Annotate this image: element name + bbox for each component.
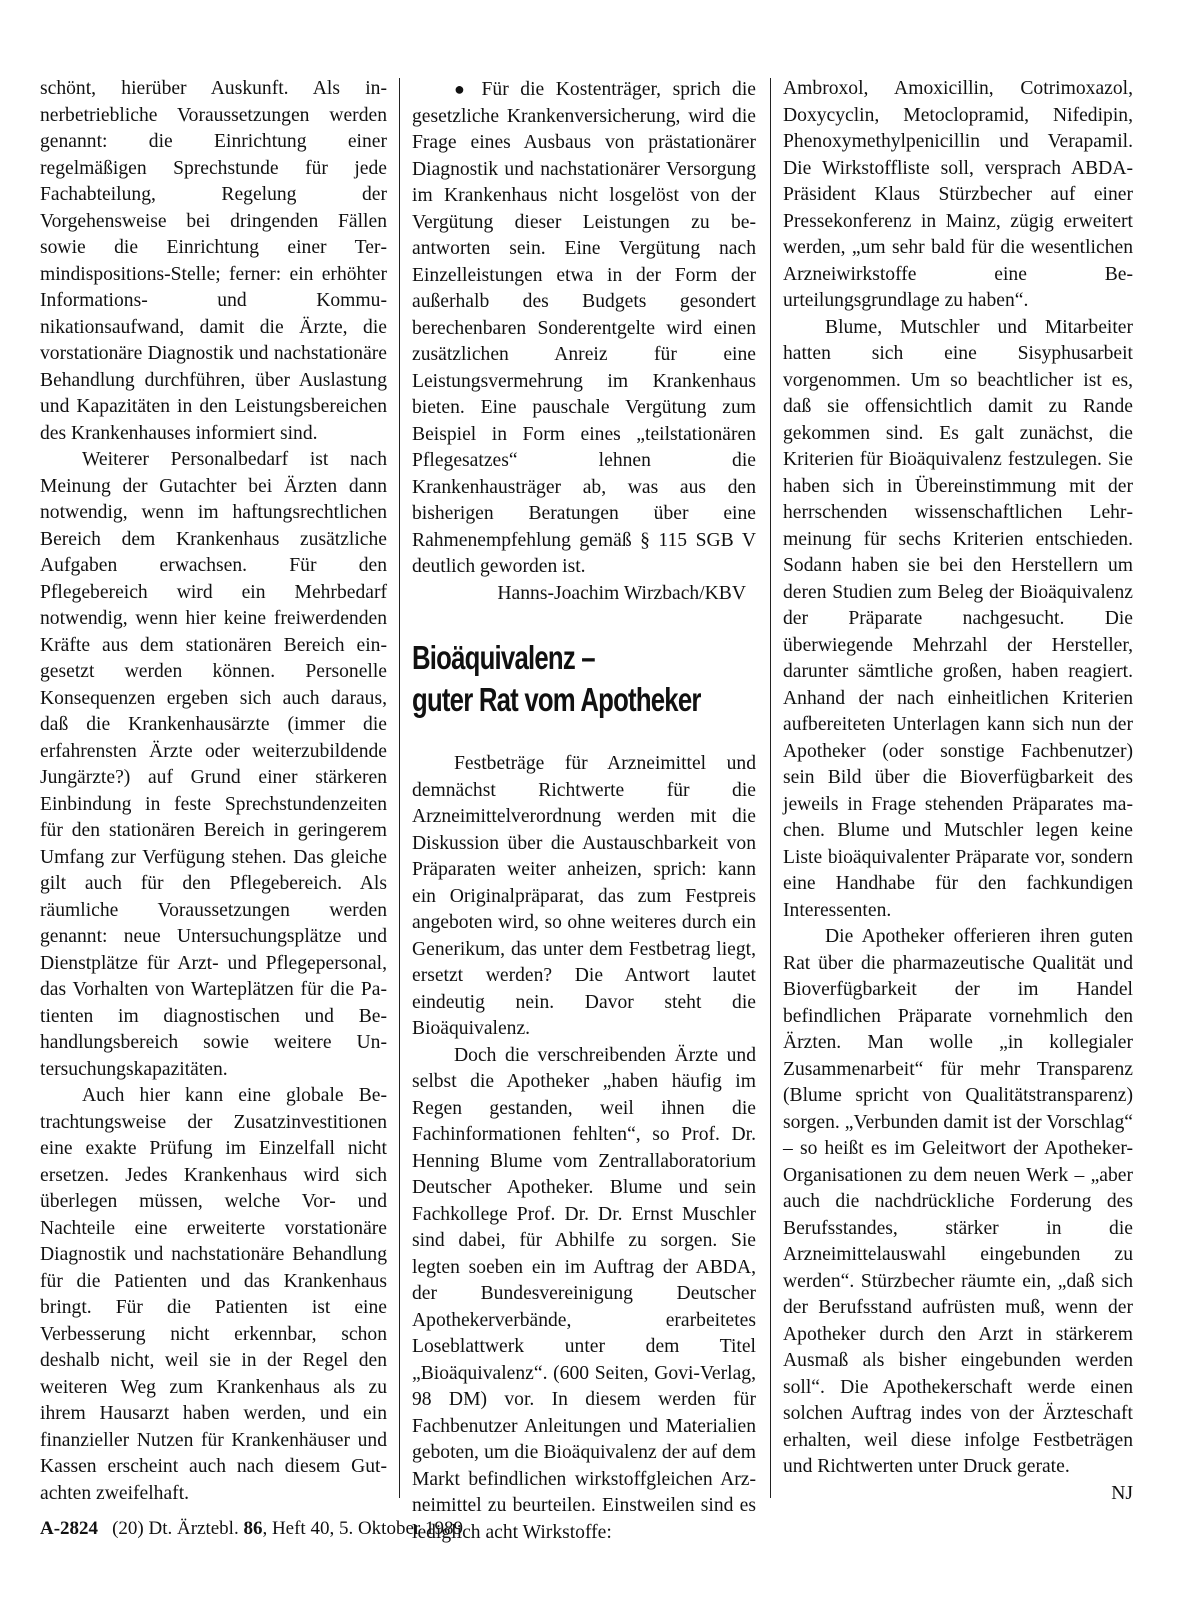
column-divider-right: [770, 78, 771, 1498]
paragraph: Weiterer Personalbedarf ist nach Meinung der Gutachter bei Ärzten dann notwendig, wenn im haftungsrechtlichen Bereich dem Krankenhaus zusätzliche Aufgaben erwachsen. Für den Pflegebereich wird ein Mehrbedarf notwendig, wenn hier keine freiwerdenden Kräfte aus dem stationären Bereich eingesetzt werden können. Personelle Konsequenzen ergeben sich auch daraus, daß die Krankenhausärzte (immer die erfahrensten Ärzte oder weiterzubildende Jungärzte?) auf Grund einer stärkeren Einbindung in feste Sprechstundenzeiten für den stationären Bereich in geringerem Umfang zur Verfügung stehen. Das gleiche gilt auch für den Pflegebereich. Als räumliche Voraussetzungen werden genannt: neue Untersuchungsplätze und Dienstplätze für Arzt- und Pflegepersonal, das Vorhalten von Warteplätzen für die Patienten im diagnostischen und Behandlungsbereich sowie weitere Untersuchungskapazitäten.: [40, 449, 387, 1080]
journal-reference: (20) Dt. Ärztebl.: [112, 1518, 239, 1539]
paragraph: Die Apotheker offerieren ihren guten Rat über die pharmazeutische Qualität und Bioverfügbarkeit der im Handel befindlichen Präparate vornehmlich den Ärzten. Man wolle „in kollegialer Zusammenarbeit“ für mehr Transparenz (Blume spricht von Qualitätstransparenz) sorgen. „Verbunden damit ist der Vorschlag“ – so heißt es im Geleitwort der Apotheker-Organisationen zu dem neuen Werk – „aber auch die nachdrückliche Forderung des Berufsstandes, stärker in die Arzneimittelauswahl eingebunden zu werden“. Stürzbecher räumte ein, „daß sich der Berufsstand aufrüsten muß, wenn der Apotheker durch den Arzt in stärkerem Ausmaß als bisher eingebunden werden soll“. Die Apothekerschaft werde einen solchen Auftrag indes von der Ärzteschaft erhalten, weil diese infolge Festbeträgen und Richtwerten unter Druck gerate.: [783, 926, 1133, 1477]
author-byline: Hanns-Joachim Wirzbach/KBV: [497, 582, 746, 604]
author-signature: NJ: [1111, 1482, 1133, 1504]
author-signature-row: [783, 1481, 1133, 1508]
column-divider-left: [399, 78, 400, 1498]
bullet-icon: [454, 79, 482, 100]
paragraph: Ambroxol, Amoxicillin, Cotrimoxazol, Doxycyclin, Metoclopramid, Nifedipin, Phenoxymethylpenicillin und Verapamil. Die Wirkstoffliste soll, versprach ABDA-Präsident Klaus Stürzbecher auf einer Pressekonferenz in Mainz, zügig erweitert werden, „um sehr bald für die wesentlichen Arzneiwirkstoffe eine Beurteilungsgrundlage zu haben“.: [783, 78, 1133, 311]
headline-line: guter Rat vom Apotheker: [412, 681, 701, 718]
page-number: A-2824: [40, 1518, 99, 1539]
text-column-2: [412, 76, 756, 1546]
paragraph: Blume, Mutschler und Mitarbeiter hatten sich eine Sisyphusarbeit vorgenommen. Um so beachtlicher ist es, daß sie offensichtlich damit zu Rande gekommen sind. Es galt zunächst, die Kriterien für Bioäquivalenz festzulegen. Sie haben sich in Übereinstimmung mit der herrschenden wissenschaftlichen Lehrmeinung für sechs Kriterien entschieden. Sodann haben sie bei den Herstellern um deren Studien zum Beleg der Bioäquivalenz der Präparate nachgesucht. Die überwiegende Mehrzahl der Hersteller, darunter sämtliche großen, haben reagiert. Anhand der nach einheitlichen Kriterien aufbereiteten Unterlagen kann sich nun der Apotheker (oder sonstige Fachbenutzer) sein Bild über die Bioverfügbarkeit des jeweils in Frage stehenden Präparates machen. Blume und Mutschler legen keine Liste bioäquivalenter Präparate vor, sondern eine Handhabe für den fachkundigen Interessenten.: [783, 316, 1133, 921]
page-footer: [40, 1518, 463, 1540]
paragraph: Doch die verschreibenden Ärzte und selbst die Apotheker „haben häufig im Regen gestanden, weil ihnen die Fachinformationen fehlten“, so Prof. Dr. Henning Blume vom Zentrallaboratorium Deutscher Apotheker. Blume und sein Fachkollege Prof. Dr. Dr. Ernst Muschler sind dabei, für Abhilfe zu sorgen. Sie legten soeben ein im Auftrag der ABDA, der Bundesvereinigung Deutscher Apothekerverbände, erarbeitetes Loseblattwerk unter dem Titel „Bioäquivalenz“. (600 Seiten, Govi-Verlag, 98 DM) vor. In diesem werden für Fachbenutzer Anleitungen und Materialien geboten, um die Bioäquivalenz der auf dem Markt befindlichen wirkstoffgleichen Arzneimittel zu beurteilen. Einstweilen sind es lediglich acht Wirkstoffe:: [412, 1044, 756, 1543]
text-column-3: [783, 76, 1133, 1507]
article-headline: [412, 637, 755, 721]
paragraph: Festbeträge für Arzneimittel und demnächst Richtwerte für die Arzneimittelverordnung werden mit die Diskussion über die Austauschbarkeit von Präparaten weiter anheizen, sprich: kann ein Originalpräparat, das zum Festpreis angeboten wird, so ohne weiteres durch ein Generikum, das unter dem Festbetrag liegt, ersetzt werden? Die Antwort lautet eindeutig nein. Davor steht die Bioäquivalenz.: [412, 753, 756, 1039]
headline-line: Bioäquivalenz –: [412, 639, 595, 676]
paragraph: schönt, hierüber Auskunft. Als innerbetriebliche Voraussetzungen werden genannt: die Einrichtung einer regelmäßigen Sprechstunde für jede Fachabteilung, Regelung der Vorgehensweise bei dringenden Fällen sowie die Einrichtung einer Termindispositions-Stelle; ferner: ein erhöhter Informations- und Kommunikationsaufwand, damit die Ärzte, die vorstationäre Diagnostik und nachstationäre Behandlung durchführen, über Auslastung und Kapazitäten in den Leistungsbereichen des Krankenhauses informiert sind.: [40, 78, 387, 444]
journal-volume: 86: [243, 1518, 263, 1539]
issue-date: , Heft 40, 5. Oktober 1989: [262, 1518, 463, 1539]
bullet-paragraph: [412, 76, 756, 581]
paragraph-text: Für die Kostenträger, sprich die gesetzliche Krankenversicherung, wird die Frage eines Ausbaus von prästationärer Diagnostik und nachstationärer Versorgung im Krankenhaus nicht losgelöst von der Vergütung dieser Leistungen zu beantworten sein. Eine Vergütung nach Einzelleistungen etwa in der Form der außerhalb des Budgets gesondert berechenbaren Sonderentgelte wird einen zusätzlichen Anreiz für eine Leistungsvermehrung im Krankenhaus bieten. Eine pauschale Vergütung zum Beispiel in Form eines „teilstationären Pflegesatzes“ lehnen die Krankenhausträger ab, was aus den bisherigen Beratungen über eine Rahmenempfehlung gemäß § 115 SGB V deutlich geworden ist.: [412, 79, 756, 577]
paragraph: Auch hier kann eine globale Betrachtungsweise der Zusatzinvestitionen eine exakte Prüfung im Einzelfall nicht ersetzen. Jedes Krankenhaus wird sich überlegen müssen, welche Vor- und Nachteile eine erweiterte vorstationäre Diagnostik und nachstationäre Behandlung für die Patienten und das Krankenhaus bringt. Für die Patienten ist eine Verbesserung nicht erkennbar, schon deshalb nicht, weil sie in der Regel den weiteren Weg zum Krankenhaus als zu ihrem Hausarzt haben werden, und ein finanzieller Nutzen für Krankenhäuser und Kassen erscheint auch nach diesem Gutachten zweifelhaft.: [40, 1085, 387, 1504]
text-column-1: [40, 76, 387, 1507]
